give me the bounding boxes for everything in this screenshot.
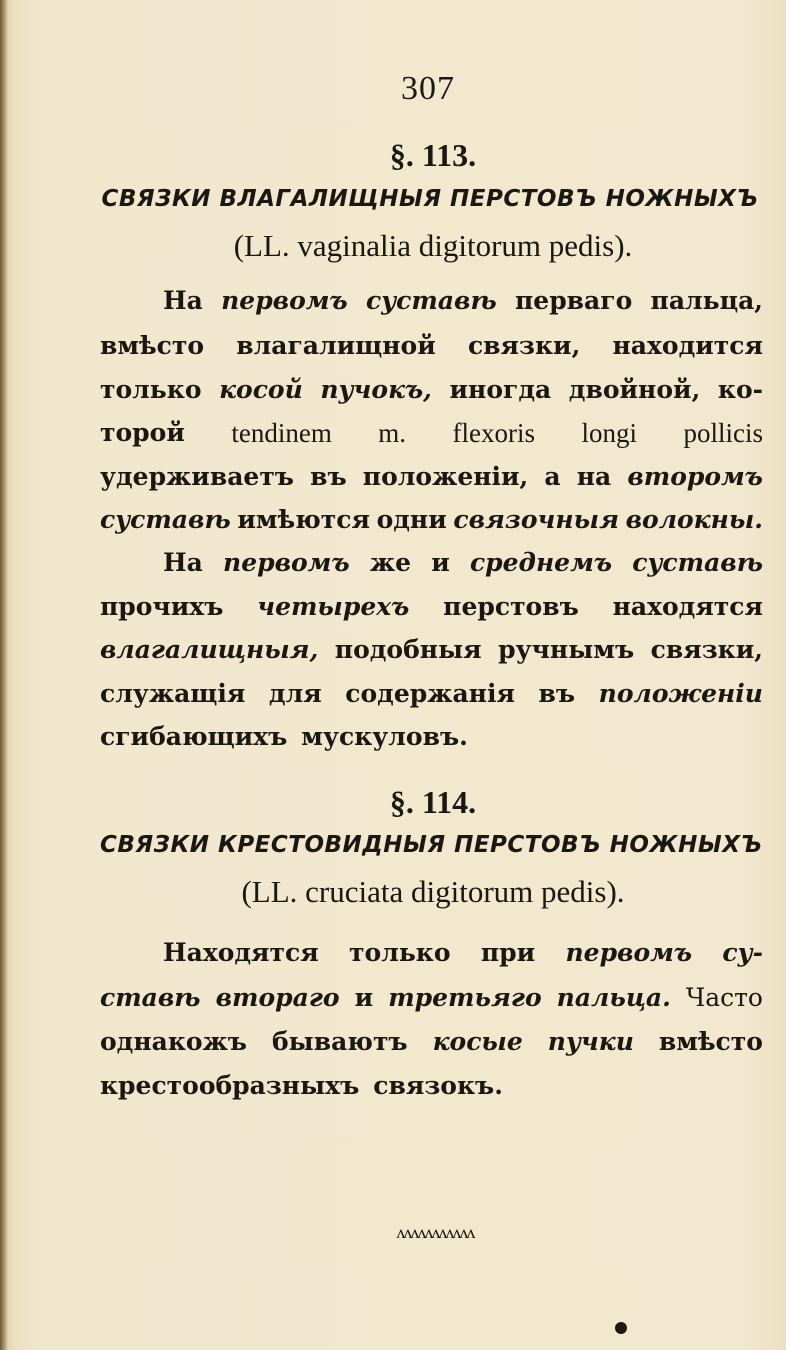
word: ставѣ [100, 983, 201, 1012]
word: иногда [449, 375, 552, 404]
word: имѣются [237, 505, 370, 534]
word: мускуловъ. [301, 722, 468, 751]
word: вмѣсто [100, 331, 205, 360]
text-line [100, 418, 763, 449]
word: при [480, 938, 536, 967]
word: вмѣсто [658, 1027, 763, 1056]
word: первомъ [223, 548, 350, 577]
word: влагалищныя, [100, 635, 319, 664]
word: и [431, 548, 450, 577]
word: влагалищной [236, 331, 436, 360]
ink-dot [615, 1322, 627, 1334]
text-line [100, 462, 763, 491]
word: только [349, 938, 451, 967]
word: и [354, 983, 374, 1012]
text-line [100, 722, 763, 751]
word: суставѣ [366, 286, 497, 315]
word: третьяго [388, 983, 542, 1012]
word: находятся [612, 592, 763, 621]
word: бываютъ [272, 1027, 408, 1056]
word: второмъ [627, 462, 763, 491]
word: m. [378, 418, 407, 448]
word: въ [538, 679, 576, 708]
word: су- [722, 938, 763, 967]
binding-edge [0, 0, 8, 1350]
word: четырехъ [257, 592, 410, 621]
word: крестообразныхъ [100, 1071, 360, 1100]
word: суставѣ [100, 505, 231, 534]
latin-name: (LL. vaginalia digitorum pedis). [233, 228, 633, 263]
page-number: 307 [401, 70, 455, 107]
word: ко- [717, 375, 763, 404]
word: первомъ [221, 286, 348, 315]
word: находится [612, 331, 763, 360]
word: а [544, 462, 561, 491]
word: На [163, 286, 203, 315]
word: косые [432, 1027, 523, 1056]
word: торой [100, 418, 185, 447]
text-line [100, 331, 763, 360]
word: Находятся [163, 938, 319, 967]
word: tendinem [231, 418, 332, 448]
text-line [163, 938, 763, 967]
word: связки, [650, 635, 763, 664]
text-line [100, 983, 763, 1012]
word: связки, [467, 331, 581, 360]
section-number: §. 113. [389, 137, 477, 173]
word: суставѣ [632, 548, 763, 577]
word: пучокъ, [320, 375, 432, 404]
word: связокъ. [373, 1071, 503, 1100]
word: На [163, 548, 203, 577]
word: въ [310, 462, 347, 491]
latin-name: (LL. cruciata digitorum pedis). [241, 874, 625, 909]
word: же [369, 548, 411, 577]
word: удерживаетъ [100, 462, 294, 491]
word: положеніи, [362, 462, 529, 491]
word: на [576, 462, 612, 491]
word: ручнымъ [498, 635, 635, 664]
text-line [100, 592, 763, 621]
word: перваго [515, 286, 633, 315]
text-line [100, 679, 763, 708]
word: однакожъ [100, 1027, 247, 1056]
word: пальца. [556, 983, 671, 1012]
section-heading: СВЯЗКИ КРЕСТОВИДНЫЯ ПЕРСТОВЪ НОЖНЫХЪ [100, 832, 763, 858]
text-line [100, 375, 763, 404]
word: подобныя [334, 635, 482, 664]
section-heading: СВЯЗКИ ВЛАГАЛИЩНЫЯ ПЕРСТОВЪ НОЖНЫХЪ [101, 186, 759, 212]
word: положеніи [598, 679, 763, 708]
word: Часто [685, 983, 763, 1012]
word: для [268, 679, 322, 708]
word: пучки [547, 1027, 634, 1056]
word: содержанія [345, 679, 515, 708]
word: волокны. [625, 505, 763, 534]
word: только [100, 375, 202, 404]
section-number: §. 114. [389, 784, 477, 820]
word: служащія [100, 679, 246, 708]
word: среднемъ [469, 548, 613, 577]
text-line [100, 1027, 763, 1056]
word: flexoris [452, 418, 536, 448]
text-line [100, 505, 763, 534]
word: первомъ [565, 938, 693, 967]
text-line [163, 286, 763, 315]
word: longi [581, 418, 637, 448]
word: двойной, [568, 375, 701, 404]
word: втораго [215, 983, 340, 1012]
word: пальца, [650, 286, 763, 315]
word: сгибающихъ [100, 722, 288, 751]
end-ornament: ᴧᴧᴧᴧᴧᴧᴧᴧᴧᴧᴧ [396, 1222, 474, 1243]
word: одни [376, 505, 447, 534]
text-line [163, 548, 763, 577]
word: pollicis [683, 418, 763, 448]
text-line [100, 1071, 763, 1100]
text-line [100, 635, 763, 664]
word: перстовъ [443, 592, 579, 621]
word: прочихъ [100, 592, 224, 621]
word: косой [219, 375, 303, 404]
word: связочныя [453, 505, 619, 534]
